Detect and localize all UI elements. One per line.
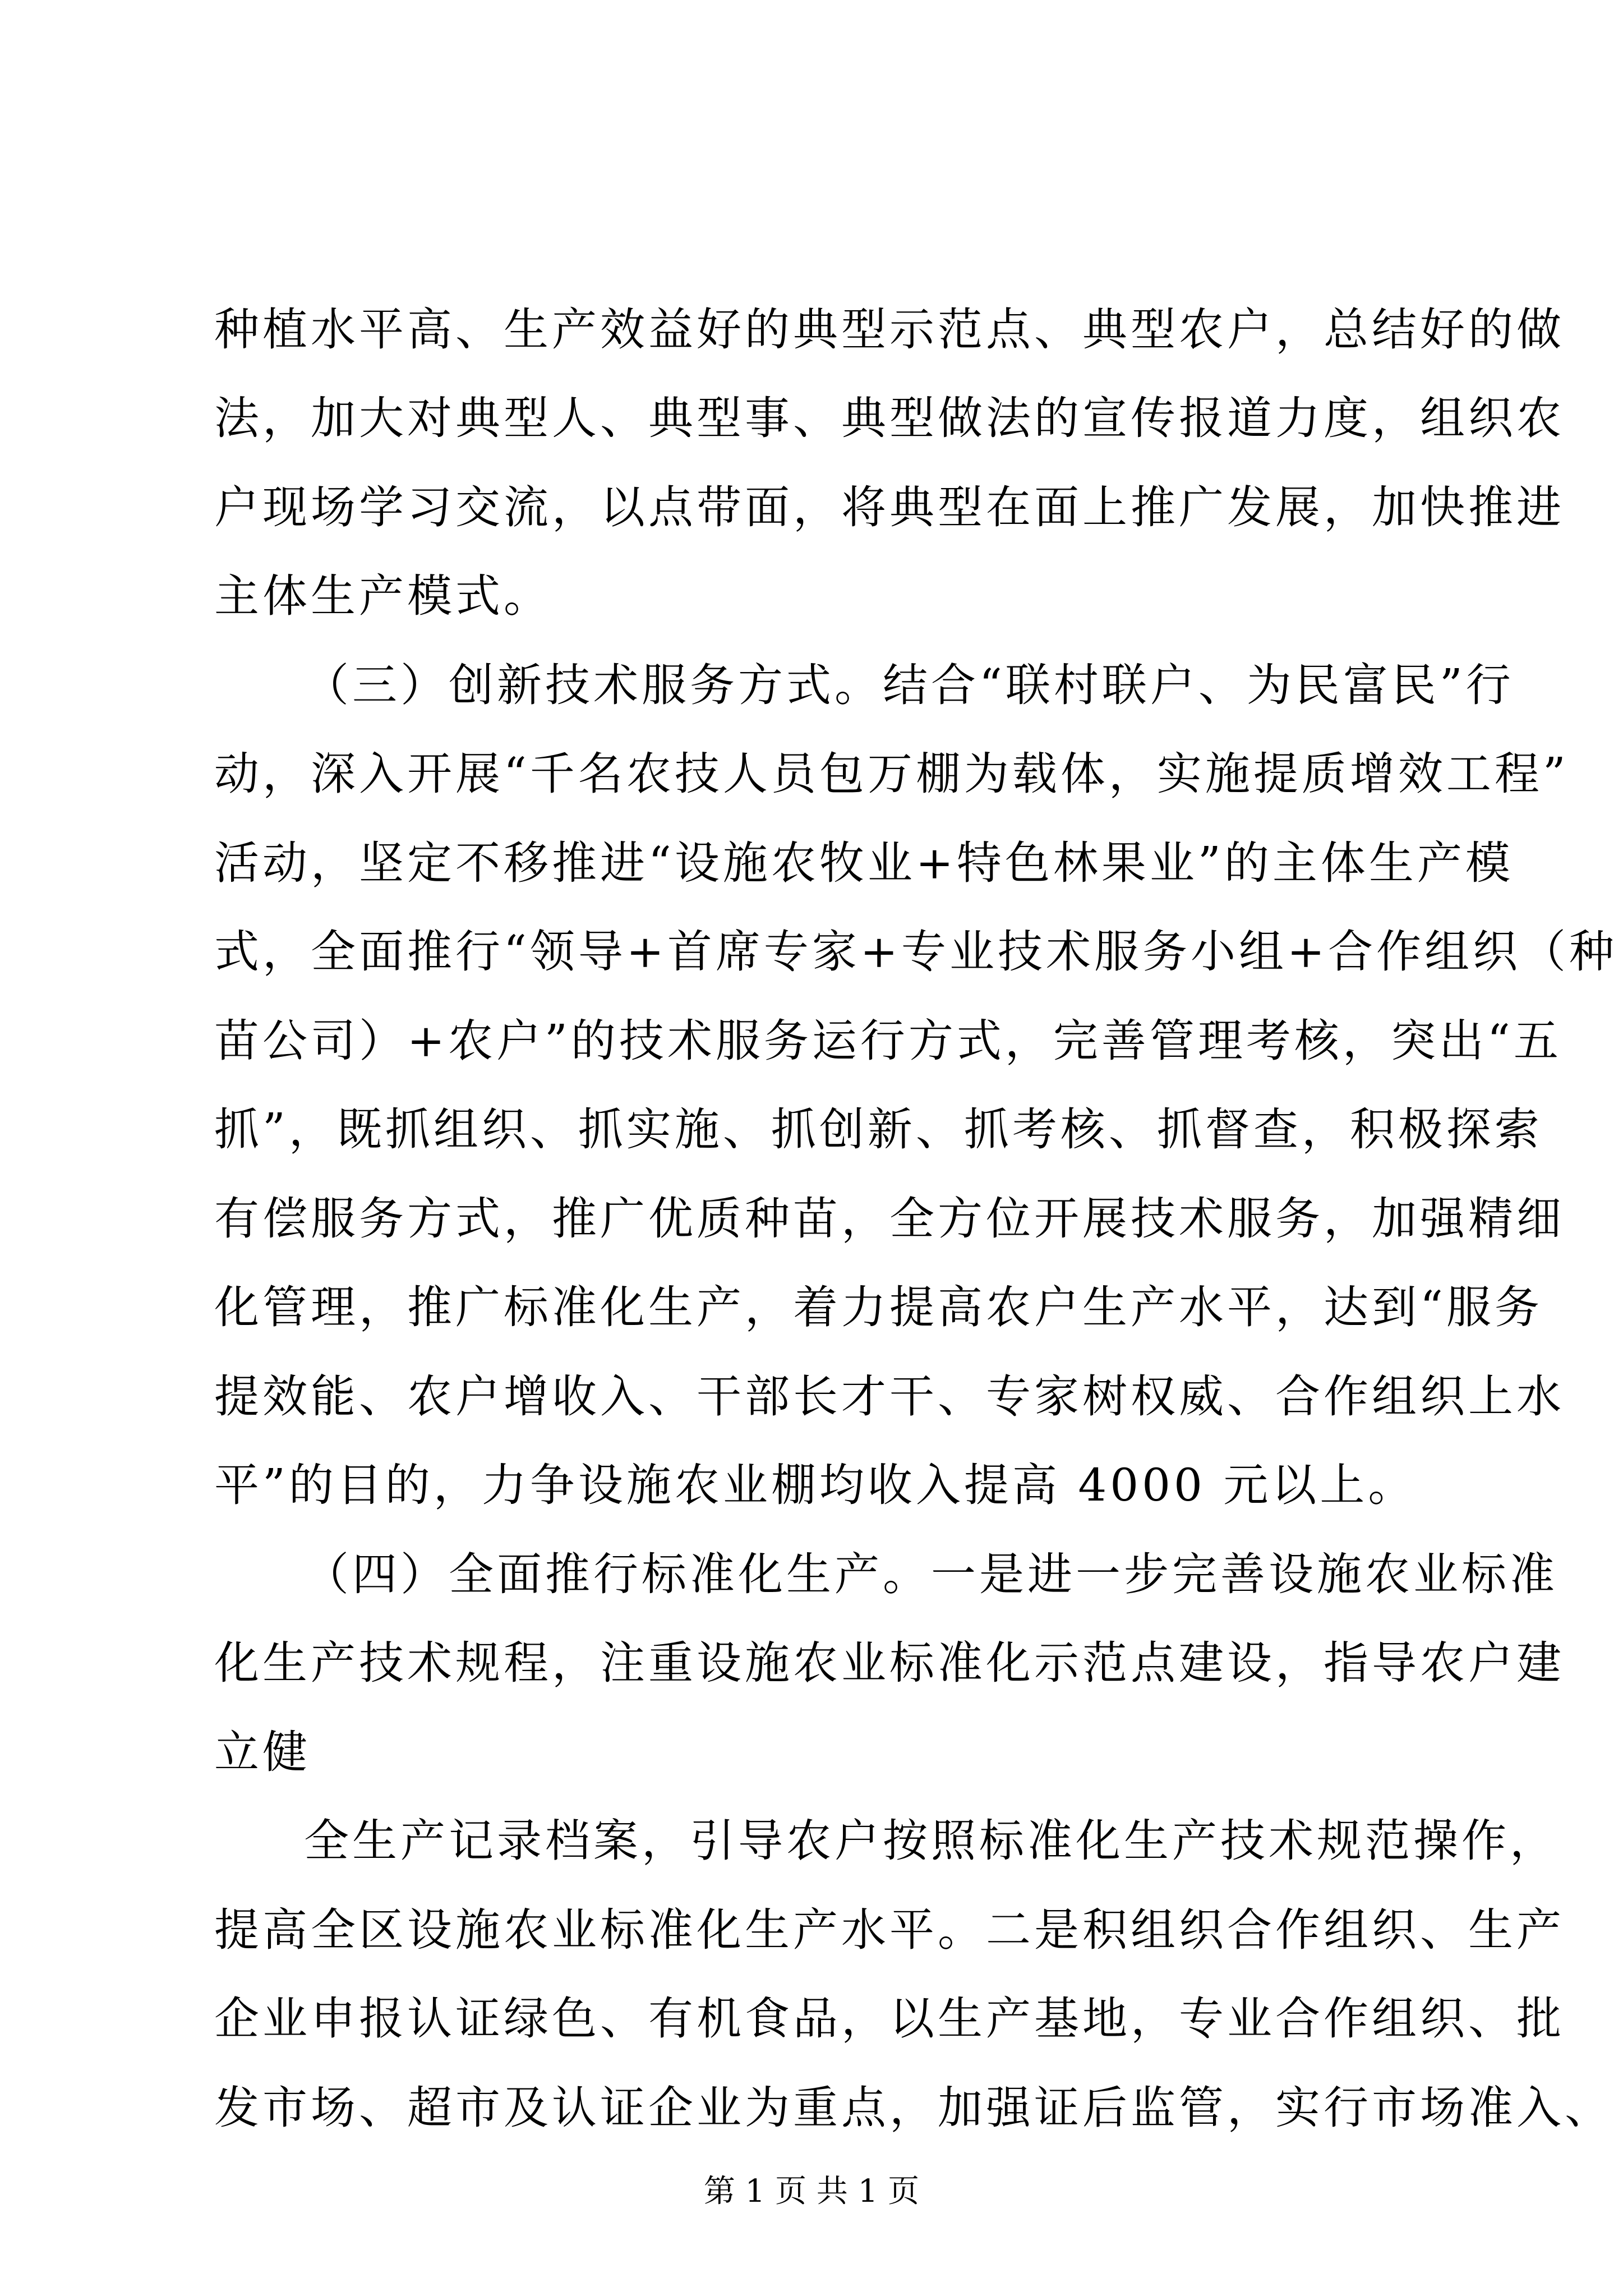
text-line-10: 抓”，既抓组织、抓实施、抓创新、抓考核、抓督查，积极探索 — [214, 1103, 1543, 1156]
text-line-6: 动，深入开展“千名农技人员包万棚为载体，实施提质增效工程” — [214, 748, 1569, 800]
text-line-12: 化管理，推广标准化生产，着力提高农户生产水平，达到“服务 — [214, 1281, 1543, 1333]
text-line-13: 提效能、农户增收入、干部长才干、专家树权威、合作组织上水 — [214, 1370, 1565, 1423]
text-line-15: （四）全面推行标准化生产。一是进一步完善设施农业标准 — [304, 1548, 1558, 1600]
text-line-18: 全生产记录档案，引导农户按照标准化生产技术规范操作， — [304, 1815, 1558, 1867]
text-line-1: 种植水平高、生产效益好的典型示范点、典型农户，总结好的做 — [214, 303, 1565, 356]
text-line-21: 发市场、超市及认证企业为重点，加强证后监管，实行市场准入、 — [214, 2082, 1613, 2134]
text-line-16: 化生产技术规程，注重设施农业标准化示范点建设，指导农户建 — [214, 1637, 1565, 1689]
text-line-8: 式，全面推行“领导+首席专家+专业技术服务小组+合作组织（种 — [214, 926, 1617, 978]
text-line-2: 法，加大对典型人、典型事、典型做法的宣传报道力度，组织农 — [214, 392, 1565, 444]
text-line-5: （三）创新技术服务方式。结合“联村联户、为民富民”行 — [304, 659, 1514, 711]
text-line-3: 户现场学习交流，以点带面，将典型在面上推广发展，加快推进 — [214, 481, 1565, 533]
text-line-17: 立健 — [214, 1726, 311, 1778]
text-line-4: 主体生产模式。 — [214, 570, 552, 622]
text-line-11: 有偿服务方式，推广优质种苗，全方位开展技术服务，加强精细 — [214, 1193, 1565, 1245]
text-line-7: 活动，坚定不移推进“设施农牧业+特色林果业”的主体生产模 — [214, 837, 1514, 889]
text-line-19: 提高全区设施农业标准化生产水平。二是积组织合作组织、生产 — [214, 1904, 1565, 1956]
text-line-14: 平”的目的，力争设施农业棚均收入提高 4000 元以上。 — [214, 1459, 1417, 1511]
text-line-20: 企业申报认证绿色、有机食品，以生产基地，专业合作组织、批 — [214, 1993, 1565, 2045]
page-footer: 第 1 页 共 1 页 — [703, 2173, 920, 2210]
text-line-9: 苗公司）+农户”的技术服务运行方式，完善管理考核，突出“五 — [214, 1015, 1562, 1067]
